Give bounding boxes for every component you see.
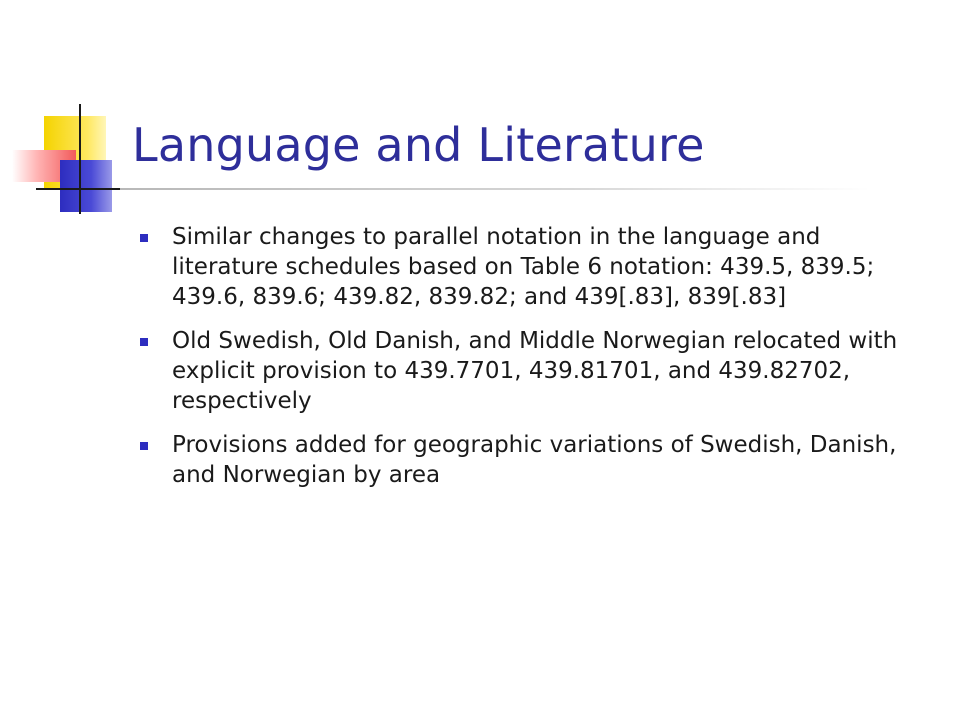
title-underline <box>120 188 870 190</box>
bullet-text: Provisions added for geographic variations of Swedish, Danish, and Norwegian by area <box>172 432 897 488</box>
ornament-horizontal-line <box>36 188 128 190</box>
square-bullet-icon <box>140 338 148 346</box>
square-bullet-icon <box>140 234 148 242</box>
list-item <box>136 430 906 490</box>
square-bullet-icon <box>140 442 148 450</box>
corner-ornament <box>0 0 140 230</box>
bullet-text: Similar changes to parallel notation in the language and literature schedules based on Table 6 notation: 439.5, 839.5; 439.6, 839.6; 439.82, 839.82; and 439[.83], 839[.83] <box>172 224 875 310</box>
ornament-vertical-line <box>79 104 81 214</box>
slide-title: Language and Literature <box>132 118 705 172</box>
list-item <box>136 326 906 416</box>
bullet-list <box>136 222 906 504</box>
ornament-blue-square <box>60 160 112 212</box>
list-item <box>136 222 906 312</box>
bullet-text: Old Swedish, Old Danish, and Middle Norwegian relocated with explicit provision to 439.7701, 439.81701, and 439.82702, respectively <box>172 328 898 414</box>
